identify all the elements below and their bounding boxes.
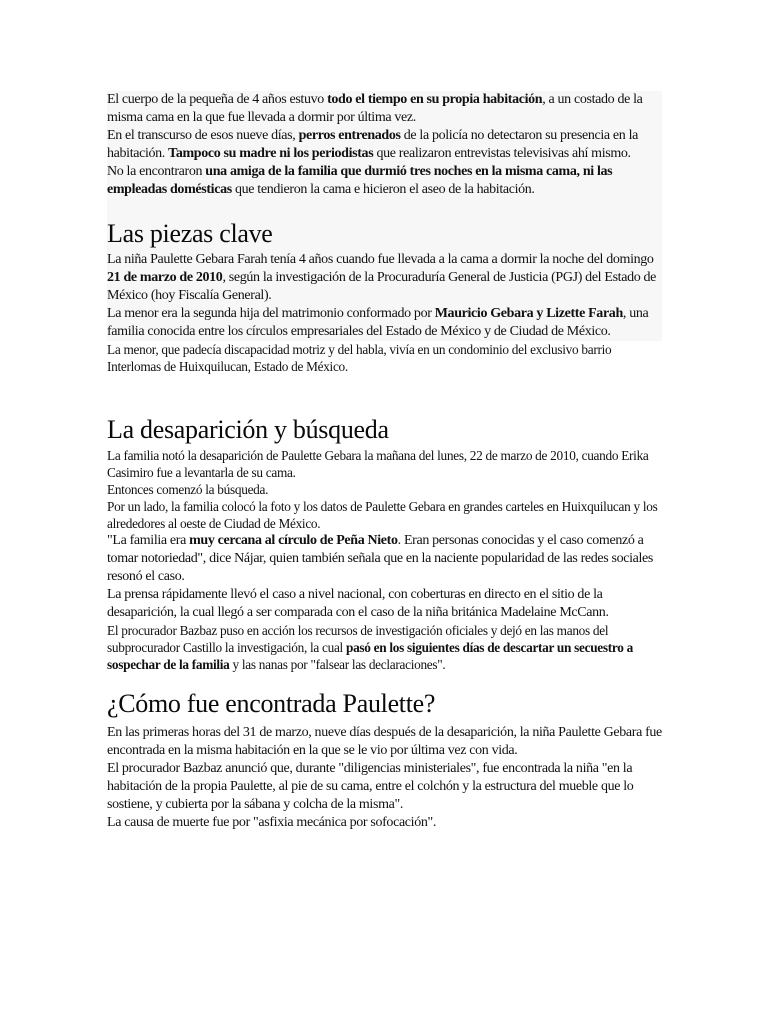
bold-text: todo el tiempo en su propia habitación bbox=[327, 92, 543, 107]
desaparicion-paragraph-4 bbox=[107, 532, 662, 586]
intro-paragraph-1 bbox=[107, 91, 662, 127]
text-run: y las nanas por "falsear las declaraciones". bbox=[229, 657, 446, 672]
bold-text: muy cercana al círculo de Peña Nieto bbox=[189, 533, 398, 548]
encontrada-paragraph-3: La causa de muerte fue por "asfixia mecánica por sofocación". bbox=[107, 815, 437, 830]
text-run: La niña Paulette Gebara Farah tenía 4 años cuando fue llevada a la cama a dormir la noche del domingo bbox=[107, 252, 654, 267]
desaparicion-paragraph-3: Por un lado, la familia colocó la foto y los datos de Paulette Gebara en grandes carteles en Huixquilucan y los alrededores al oeste de Ciudad de México. bbox=[107, 499, 658, 531]
intro-paragraph-2 bbox=[107, 127, 662, 163]
text-run: No la encontraron bbox=[107, 164, 206, 179]
text-run: El procurador Bazbaz puso en acción los recursos de investigación oficiales y dejó en las manos del subprocurador Castillo la investigación, la cual bbox=[107, 623, 609, 655]
bold-text: una amiga de la familia que durmió tres noches en la misma cama, ni las empleadas domésticas bbox=[107, 164, 613, 197]
text-run: "La familia era bbox=[107, 533, 190, 548]
encontrada-paragraph-1: En las primeras horas del 31 de marzo, nueve días después de la desaparición, la niña Paulette Gebara fue encontrada en la misma habitación en la que se le vio por última vez con vida. bbox=[107, 725, 662, 758]
text-run: que realizaron entrevistas televisivas ahí mismo. bbox=[373, 146, 631, 161]
text-run: , según la investigación de la Procuraduría General de Justicia (PGJ) del Estado de México (hoy Fiscalía General). bbox=[107, 270, 657, 303]
text-run: de la policía no detectaron su presencia en la habitación. bbox=[107, 128, 638, 161]
desaparicion-paragraph-1: La familia notó la desaparición de Paulette Gebara la mañana del lunes, 22 de marzo de 2010, cuando Erika Casimiro fue a levantarla de su cama. bbox=[107, 448, 649, 480]
article bbox=[107, 91, 662, 832]
body-block bbox=[107, 341, 662, 832]
piezas-paragraph-1 bbox=[107, 251, 662, 305]
text-run: que tendieron la cama e hicieron el aseo de la habitación. bbox=[231, 182, 535, 197]
encontrada-paragraph-2: El procurador Bazbaz anunció que, durante "diligencias ministeriales", fue encontrada la niña "en la habitación de la propia Paulette, al pie de su cama, entre el colchón y la estructura del mueble que lo sostiene, y cubierta por la sábana y colcha de la misma". bbox=[107, 761, 634, 812]
desaparicion-paragraph-2: Entonces comenzó la búsqueda. bbox=[107, 482, 269, 497]
desaparicion-paragraph-5: La prensa rápidamente llevó el caso a nivel nacional, con coberturas en directo en el sitio de la desaparición, la cual llegó a ser comparada con el caso de la niña británica Madelaine McCann. bbox=[107, 587, 609, 620]
bold-text: Mauricio Gebara y Lizette Farah bbox=[434, 306, 623, 321]
text-run: , una familia conocida entre los círculos empresariales del Estado de México y de Ciudad de México. bbox=[107, 306, 649, 339]
section-heading-como-fue-encontrada: ¿Cómo fue encontrada Paulette? bbox=[107, 689, 436, 718]
bold-text: 21 de marzo de 2010 bbox=[107, 270, 223, 285]
text-run: En el transcurso de esos nueve días, bbox=[107, 128, 299, 143]
bold-text: perros entrenados bbox=[298, 128, 401, 143]
text-run: El cuerpo de la pequeña de 4 años estuvo bbox=[107, 92, 328, 107]
intro-block bbox=[107, 91, 662, 341]
text-run: La menor era la segunda hija del matrimonio conformado por bbox=[107, 306, 435, 321]
section-heading-piezas-clave: Las piezas clave bbox=[107, 219, 273, 248]
text-run: . Eran personas conocidas y el caso comenzó a tomar notoriedad", dice Nájar, quien también señala que en la naciente popularidad de las redes sociales resonó el caso. bbox=[107, 533, 654, 584]
bold-text: pasó en los siguientes días de descartar un secuestro a sospechar de la familia bbox=[107, 640, 633, 672]
desaparicion-paragraph-6 bbox=[107, 622, 662, 673]
piezas-paragraph-3: La menor, que padecía discapacidad motriz y del habla, vivía en un condominio del exclusivo barrio Interlomas de Huixquilucan, Estado de México. bbox=[107, 342, 612, 374]
section-heading-desaparicion: La desaparición y búsqueda bbox=[107, 415, 389, 444]
intro-paragraph-3 bbox=[107, 163, 662, 199]
bold-text: Tampoco su madre ni los periodistas bbox=[168, 146, 374, 161]
piezas-paragraph-2 bbox=[107, 305, 662, 341]
text-run: , a un costado de la misma cama en la que fue llevada a dormir por última vez. bbox=[107, 92, 643, 125]
